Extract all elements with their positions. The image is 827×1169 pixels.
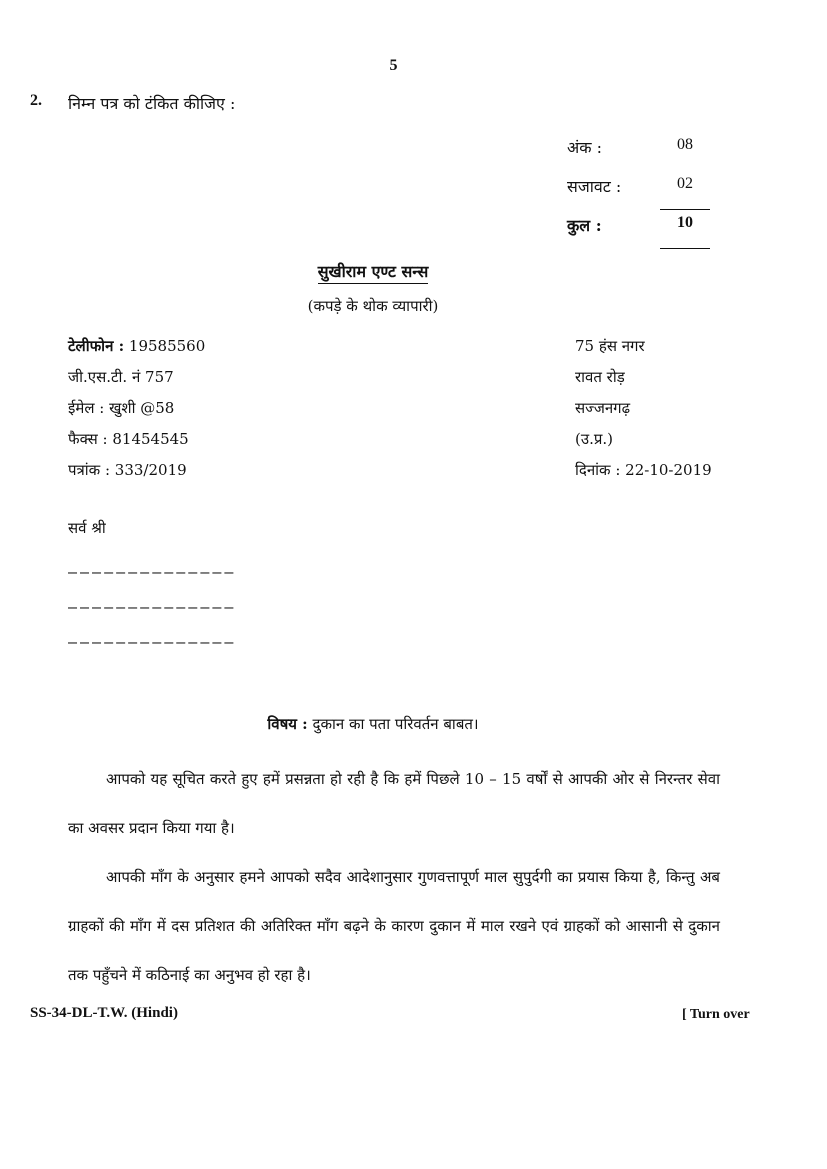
fax: फैक्स : 81454545 [68, 430, 189, 448]
email: ईमेल : खुशी @58 [68, 399, 175, 417]
body-paragraph-2-text: आपकी माँग के अनुसार हमने आपको सदैव आदेशानुसार गुणवत्तापूर्ण माल सुपुर्दगी का प्रयास किया है, किन्तु अब ग्राहकों की माँग में दस प्रतिशत की अतिरिक्त माँग बढ़ने के कारण दुकान में माल रखने एवं ग्राहकों को आसानी से दुकान तक पहुँचने में कठिनाई का अनुभव हो रहा है। [68, 868, 720, 984]
firm-name-text: सुखीराम एण्ट सन्स [318, 262, 429, 284]
sajawat-label: सजावट : [567, 177, 622, 196]
total-label: कुल : [567, 216, 602, 235]
question-instruction: निम्न पत्र को टंकित कीजिए : [68, 94, 236, 113]
address-line-3: सज्जनगढ़ [575, 399, 631, 417]
recipient-blank-line: –––––––––––––– [68, 633, 237, 651]
telephone-label: टेलीफोन : [68, 337, 125, 355]
page-number: 5 [389, 57, 398, 74]
recipient-blank-line: –––––––––––––– [68, 563, 237, 581]
subject-line [0, 714, 746, 734]
total-value: 10 [677, 214, 693, 231]
salutation: सर्व श्री [68, 519, 106, 537]
body-paragraph-1-text: आपको यह सूचित करते हुए हमें प्रसन्नता हो रही है कि हमें पिछले 10 – 15 वर्षों से आपकी ओर से निरन्तर सेवा का अवसर प्रदान किया गया है। [68, 770, 720, 837]
ank-value: 08 [677, 136, 693, 153]
telephone [68, 336, 205, 356]
turn-over-note: [ Turn over [682, 1007, 750, 1022]
address-line-2: रावत रोड़ [575, 368, 625, 386]
sajawat-value: 02 [677, 175, 693, 192]
address-line-4: (उ.प्र.) [575, 430, 613, 448]
reference-number: पत्रांक : 333/2019 [68, 461, 187, 479]
gst-number: जी.एस.टी. नं 757 [68, 368, 174, 386]
subject-text: दुकान का पता परिवर्तन बाबत। [307, 715, 479, 733]
ank-label: अंक : [567, 138, 602, 157]
letter-date: दिनांक : 22-10-2019 [575, 461, 712, 479]
firm-name [0, 260, 746, 282]
body-paragraph-1 [68, 755, 720, 853]
question-number: 2. [30, 92, 42, 109]
firm-type: (कपड़े के थोक व्यापारी) [307, 297, 439, 315]
telephone-value: 19585560 [124, 337, 206, 355]
address-line-1: 75 हंस नगर [575, 337, 645, 355]
recipient-blank-line: –––––––––––––– [68, 598, 237, 616]
body-paragraph-2 [68, 853, 720, 1000]
subject-label: विषय : [267, 715, 308, 733]
total-rule-bottom [660, 248, 710, 249]
total-rule-top [660, 209, 710, 210]
paper-code: SS-34-DL-T.W. (Hindi) [30, 1005, 178, 1021]
